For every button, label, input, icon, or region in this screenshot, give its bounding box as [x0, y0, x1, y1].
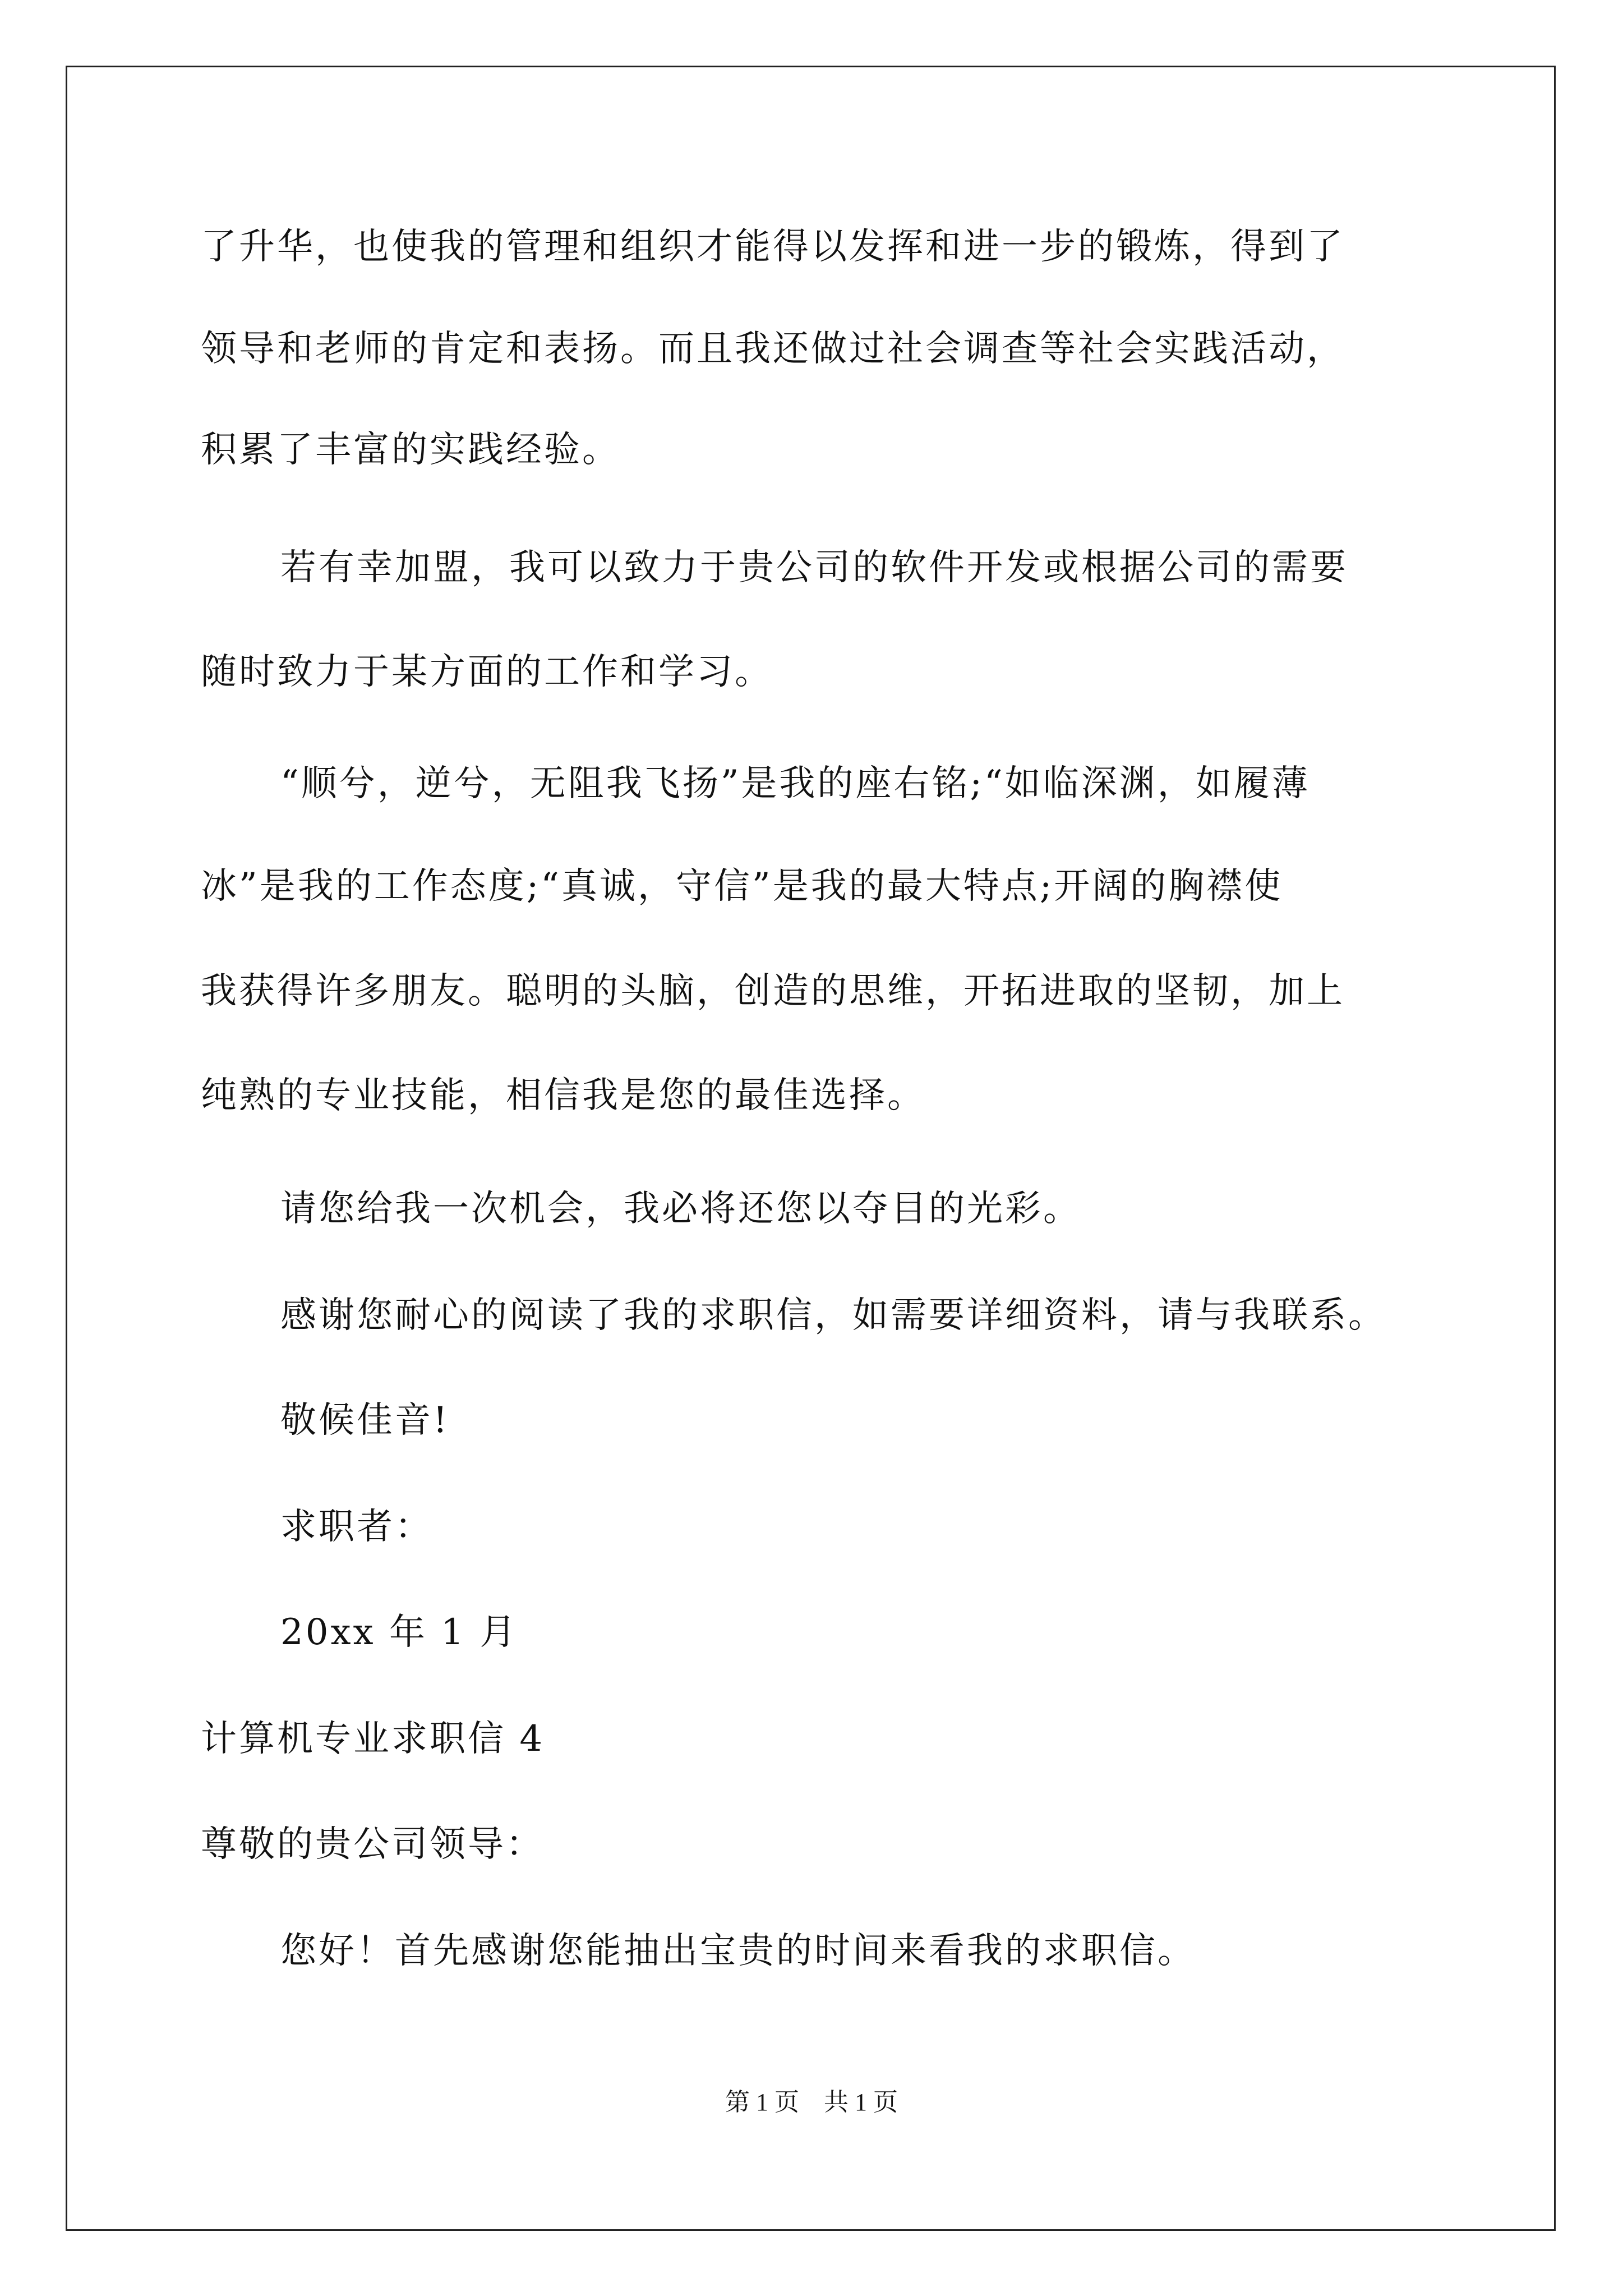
closing-line: 敬候佳音! — [280, 1400, 450, 1441]
body-line-11: 感谢您耐心的阅读了我的求职信，如需要详细资料，请与我联系。 — [280, 1295, 1386, 1336]
body-line-1: 了升华，也使我的管理和组织才能得以发挥和进一步的锻炼，得到了 — [201, 226, 1345, 268]
body-line-6: “顺兮，逆兮，无阻我飞扬”是我的座右铭;“如临深渊，如履薄 — [280, 763, 1310, 804]
body-line-9: 纯熟的专业技能，相信我是您的最佳选择。 — [201, 1075, 925, 1116]
body-line-8: 我获得许多朋友。聪明的头脑，创造的思维，开拓进取的坚韧，加上 — [201, 970, 1345, 1012]
body-line-10: 请您给我一次机会，我必将还您以夺目的光彩。 — [280, 1188, 1081, 1230]
page-number-total: 共 1 页 — [824, 2088, 898, 2116]
body-line-2: 领导和老师的肯定和表扬。而且我还做过社会调查等社会实践活动， — [201, 328, 1345, 370]
section-title: 计算机专业求职信 4 — [201, 1718, 545, 1760]
body-line-5: 随时致力于某方面的工作和学习。 — [201, 651, 773, 693]
greeting-line: 您好！首先感谢您能抽出宝贵的时间来看我的求职信。 — [280, 1930, 1196, 1972]
signature-label: 求职者： — [280, 1506, 433, 1548]
date-line: 20xx 年 1 月 — [280, 1612, 518, 1653]
body-line-4: 若有幸加盟，我可以致力于贵公司的软件开发或根据公司的需要 — [280, 547, 1348, 588]
salutation: 尊敬的贵公司领导： — [201, 1824, 544, 1865]
page-border — [66, 66, 1556, 2231]
body-line-7: 冰”是我的工作态度;“真诚，守信”是我的最大特点;开阔的胸襟使 — [201, 866, 1283, 907]
body-line-3: 积累了丰富的实践经验。 — [201, 429, 620, 471]
page-footer — [0, 2087, 1623, 2118]
page-number-current: 第 1 页 — [725, 2088, 799, 2116]
